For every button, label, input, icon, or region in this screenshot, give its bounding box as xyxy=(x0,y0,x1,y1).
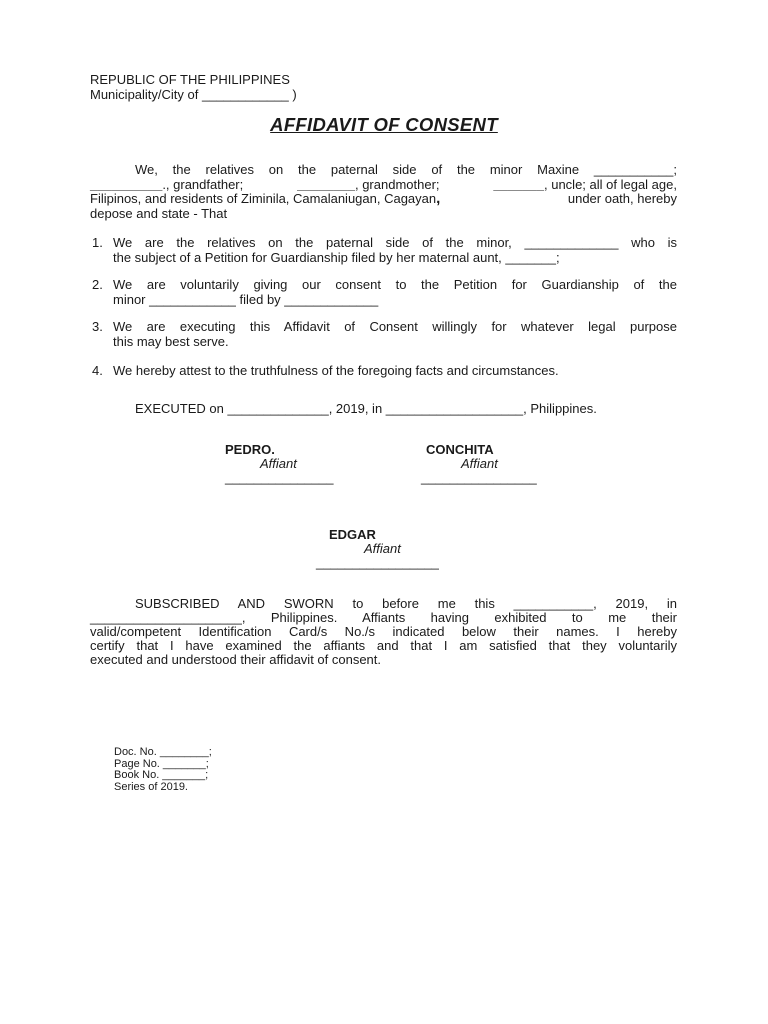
item-line: We are executing this Affidavit of Consent willingly for whatever legal purpose xyxy=(113,319,677,334)
intro-line-1: We, the relatives on the paternal side of the minor Maxine ___________; xyxy=(135,162,677,177)
affiant-block-edgar xyxy=(316,528,476,570)
jurat-line-1: SUBSCRIBED AND SWORN to before me this ___________, 2019, in xyxy=(135,596,677,611)
affiant-role: Affiant xyxy=(461,456,498,471)
jurat-line-4: certify that I have examined the affiants and that I am satisfied that they voluntarily xyxy=(90,638,677,653)
jurat-paragraph xyxy=(90,597,677,667)
jurat-line-2: _____________________, Philippines. Affiants having exhibited to me their xyxy=(90,610,677,625)
jurat-line-5: executed and understood their affidavit of consent. xyxy=(90,652,382,667)
item-line: this may best serve. xyxy=(113,333,229,349)
intro-segment-2: , grandmother; xyxy=(354,176,440,192)
municipality-line: Municipality/City of ____________ ) xyxy=(90,86,297,102)
affiant-name: PEDRO. xyxy=(225,442,275,457)
intro-line-2 xyxy=(90,178,677,193)
notarial-register xyxy=(114,747,212,793)
list-item-1 xyxy=(92,235,677,265)
intro-segment-1: ., grandfather; xyxy=(162,176,244,192)
blank-relative-1: __________ xyxy=(90,176,163,192)
list-item-2 xyxy=(92,277,677,307)
affiant-name: EDGAR xyxy=(329,527,376,542)
book-number: Book No. _______; xyxy=(114,769,209,781)
item-line: We are the relatives on the paternal side of the minor, _____________ who is xyxy=(113,235,677,250)
intro-line-4: depose and state - That xyxy=(90,205,228,221)
item-number: 1. xyxy=(92,235,103,250)
item-number: 3. xyxy=(92,319,103,334)
signature-line: _______________ xyxy=(225,470,334,485)
item-number: 2. xyxy=(92,277,103,292)
item-number: 4. xyxy=(92,363,103,378)
item-line: We hereby attest to the truthfulness of the foregoing facts and circumstances. xyxy=(113,363,559,378)
signature-line: ________________ xyxy=(421,470,537,485)
item-line: We are voluntarily giving our consent to the Petition for Guardianship of the xyxy=(113,277,677,292)
series-year: Series of 2019. xyxy=(114,780,188,793)
affiant-name: CONCHITA xyxy=(426,442,494,457)
intro-line-3 xyxy=(90,192,677,207)
item-line: the subject of a Petition for Guardianship filed by her maternal aunt, _______; xyxy=(113,249,560,265)
blank-relative-2: ________ xyxy=(297,176,355,192)
signature-line: _________________ xyxy=(316,555,439,570)
intro-paragraph xyxy=(90,163,677,221)
affiant-block-pedro xyxy=(225,443,365,485)
intro-comma: , xyxy=(436,190,441,207)
affiant-block-conchita xyxy=(421,443,571,485)
intro-residence: Filipinos, and residents of Ziminila, Camalaniugan, Cagayan xyxy=(90,191,437,206)
intro-segment-3: , uncle; all of legal age, xyxy=(544,176,677,192)
document-header xyxy=(90,73,297,102)
republic-heading: REPUBLIC OF THE PHILIPPINES xyxy=(90,72,290,87)
blank-relative-3: _______ xyxy=(493,176,544,192)
page-number: Page No. _______; xyxy=(114,757,209,770)
item-line: minor ____________ filed by _____________ xyxy=(113,291,379,307)
doc-number: Doc. No. ________; xyxy=(114,746,212,758)
list-item-3 xyxy=(92,319,677,349)
document-title: AFFIDAVIT OF CONSENT xyxy=(270,114,498,135)
executed-line: EXECUTED on ______________, 2019, in ___________________, Philippines. xyxy=(135,401,597,416)
intro-oath: under oath, hereby xyxy=(567,191,677,206)
affiant-role: Affiant xyxy=(260,456,297,471)
list-item-4 xyxy=(92,363,677,379)
jurat-line-3: valid/competent Identification Card/s No./s indicated below their names. I hereby xyxy=(90,624,677,639)
affiant-role: Affiant xyxy=(364,541,401,556)
